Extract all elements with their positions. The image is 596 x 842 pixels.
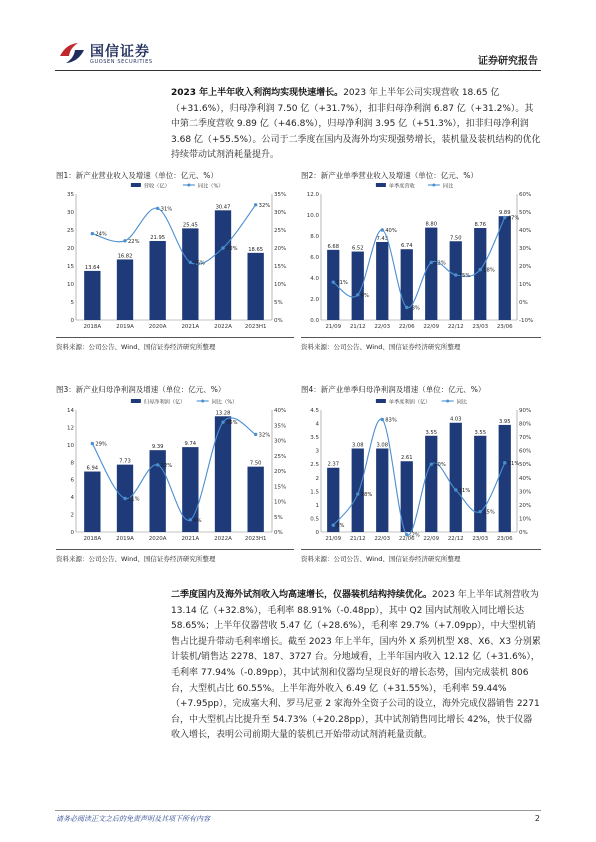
y-left-tick-label: 8	[70, 460, 74, 467]
line-value-label: 16%	[193, 260, 205, 267]
y-right-tick-label: -10%	[519, 318, 534, 324]
figure-2-source: 资料来源：公司公告、Wind、国信证券经济研究所整理	[301, 343, 461, 351]
y-left-tick-label: 1	[315, 502, 319, 509]
figure-2-title: 图2：新产业单季营业收入及增速（单位：亿元、%）	[301, 171, 478, 180]
y-left-tick-label: 6.0	[310, 255, 319, 261]
figure-divider	[301, 549, 541, 550]
legend-bar-swatch	[131, 183, 141, 187]
y-left-tick-label: 10	[67, 442, 74, 449]
line-point	[356, 492, 359, 495]
line-value-label: 15%	[483, 509, 495, 516]
x-tick-label: 2022A	[214, 324, 232, 330]
x-tick-label: 2018A	[83, 536, 102, 542]
bar-value-label: 6.74	[400, 243, 413, 250]
y-left-tick-label: 12	[67, 425, 74, 432]
line-point	[454, 488, 457, 491]
y-left-tick-label: 2	[315, 475, 319, 482]
line-value-label: 4%	[193, 517, 202, 524]
y-right-tick-label: 70%	[519, 435, 532, 442]
y-right-tick-label: 10%	[274, 282, 287, 288]
paragraph-body: 2023 年上半年公司实现营收 18.65 亿（+31.6%），归母净利润 7.50 亿（+31.7%），扣非归母净利润 6.87 亿（+31.2%）。其中第二季度营收 9.89 亿（+46.8%），归母净利润 3.95 亿（+51.3%），扣非归母净利润 3.68 亿（+55.5%）。公司于二季度在国内及海外均实现强势增长，装机量及装机结构的优化持续带动试剂消耗量提升。	[171, 88, 541, 161]
line-value-label: 22%	[434, 260, 446, 267]
bar	[352, 448, 364, 532]
y-left-tick-label: 35	[67, 192, 74, 198]
line-point	[381, 418, 384, 421]
x-tick-label: 22/12	[447, 536, 464, 542]
bar	[425, 228, 437, 320]
paragraph-heading: 二季度国内及海外试剂收入均高速增长，仪器装机结构持续优化。	[171, 590, 433, 600]
bar-value-label: 6.68	[327, 243, 340, 250]
line-point	[356, 293, 359, 296]
bar	[376, 242, 388, 320]
line-point	[189, 261, 192, 264]
legend-line-marker	[432, 184, 435, 187]
y-left-tick-label: 4.5	[310, 408, 319, 414]
y-left-tick-label: 0.0	[310, 318, 319, 324]
line-value-label: 18%	[483, 267, 495, 274]
page-number: 2	[534, 814, 540, 823]
chart-revenue-quarterly	[301, 180, 541, 334]
bar-value-label: 6.52	[351, 245, 364, 252]
bar	[215, 416, 231, 532]
figure-3-title: 图3：新产业归母净利润及增速（单位：亿元、%）	[56, 385, 226, 394]
line-point	[91, 232, 94, 235]
line-value-label: 4%	[360, 292, 369, 299]
x-tick-label: 2023H1	[244, 536, 267, 542]
bar-value-label: 18.65	[248, 246, 264, 253]
figure-divider	[56, 337, 294, 338]
y-left-tick-label: 6	[70, 477, 74, 484]
y-left-tick-label: 10	[67, 282, 74, 288]
line-point	[332, 524, 335, 527]
legend-line-label: 同比（%）	[197, 183, 224, 190]
legend-bar-swatch	[131, 399, 141, 403]
bar-value-label: 21.95	[150, 234, 166, 241]
bar-value-label: 7.50	[449, 235, 462, 242]
bar	[499, 216, 511, 320]
bar-value-label: 16.82	[117, 253, 133, 260]
line-point	[156, 463, 159, 466]
x-tick-label: 22/03	[374, 536, 391, 542]
line-point	[405, 533, 408, 536]
chart-net-profit-quarterly	[301, 396, 541, 546]
x-tick-label: 2023H1	[244, 324, 267, 330]
footer-disclaimer: 请务必阅读正文之后的免责声明及其项下所有内容	[56, 815, 210, 823]
x-tick-label: 2021A	[181, 324, 200, 330]
bar-value-label: 7.43	[376, 235, 389, 242]
line-point	[254, 203, 257, 206]
legend-line-label: 同比	[456, 399, 468, 406]
line-point	[405, 306, 408, 309]
figure-3-source: 资料来源：公司公告、Wind、国信证券经济研究所整理	[56, 555, 216, 563]
bar	[150, 241, 166, 320]
legend-line-label: 同比	[442, 183, 454, 190]
page-header	[0, 0, 596, 72]
y-left-tick-label: 0	[70, 318, 74, 324]
bar-value-label: 9.74	[184, 441, 197, 448]
x-tick-label: 22/06	[398, 324, 415, 330]
x-tick-label: 21/09	[325, 324, 342, 330]
x-tick-label: 22/09	[423, 536, 440, 542]
bar-value-label: 13.28	[215, 410, 231, 417]
bar-value-label: 8.76	[474, 222, 487, 229]
y-right-tick-label: 60%	[519, 192, 532, 198]
x-tick-label: 2020A	[148, 324, 167, 330]
figure-divider	[56, 549, 294, 550]
y-left-tick-label: 20	[67, 246, 74, 252]
bar	[499, 425, 511, 532]
guosen-logo-icon	[58, 40, 86, 66]
bar-value-label: 7.73	[119, 458, 131, 465]
y-left-tick-label: 0	[315, 530, 319, 536]
line-point	[503, 461, 506, 464]
y-right-tick-label: 5%	[274, 300, 283, 306]
bar-value-label: 7.50	[249, 460, 262, 467]
chart-svg	[56, 180, 296, 334]
line-value-label: 28%	[360, 492, 373, 499]
x-tick-label: 22/03	[374, 324, 391, 330]
y-right-tick-label: 40%	[519, 475, 532, 482]
y-left-tick-label: 2	[70, 512, 74, 519]
legend-line-marker	[446, 400, 449, 403]
y-right-tick-label: 50%	[519, 210, 532, 216]
line-value-label: 29%	[95, 441, 107, 448]
y-right-tick-label: 35%	[274, 423, 287, 430]
bar	[182, 228, 198, 320]
legend-bar-label: 归母净利润（亿）	[143, 399, 186, 406]
bar-value-label: 3.08	[351, 442, 364, 449]
legend-bar-swatch	[376, 399, 386, 403]
legend-line-marker	[201, 400, 204, 403]
legend-bar-label: 单季度利润（亿）	[388, 399, 431, 406]
line-value-label: -3%	[409, 305, 420, 312]
bar-value-label: 4.03	[449, 416, 462, 423]
line-point	[123, 497, 126, 500]
line-value-label: 20%	[226, 246, 238, 252]
line-point	[91, 442, 94, 445]
logo-name: 国信证券	[90, 44, 150, 60]
logo-english-name: GUOSEN SECURITIES	[90, 59, 153, 65]
line-value-label: 31%	[458, 487, 471, 494]
y-left-tick-label: 2.5	[310, 462, 319, 469]
bar	[215, 210, 231, 320]
bar	[450, 423, 462, 532]
legend-line-marker	[187, 184, 190, 187]
line-value-label: 40%	[385, 228, 397, 234]
line-point	[221, 421, 224, 424]
line-value-label: 24%	[95, 231, 107, 238]
header-divider	[55, 70, 541, 71]
series-line	[92, 418, 255, 521]
bar-value-label: 30.47	[215, 204, 231, 211]
y-right-tick-label: 5%	[274, 514, 283, 521]
y-left-tick-label: 4.0	[310, 276, 319, 282]
y-right-tick-label: 0%	[519, 530, 528, 536]
line-value-label: 51%	[507, 460, 520, 467]
line-point	[479, 268, 482, 271]
line-point	[221, 246, 224, 249]
bar	[450, 241, 462, 320]
y-right-tick-label: 25%	[274, 453, 287, 460]
line-point	[189, 518, 192, 521]
line-point	[254, 433, 257, 436]
x-tick-label: 2019A	[116, 536, 134, 542]
y-right-tick-label: 0%	[274, 530, 283, 536]
x-tick-label: 2019A	[116, 324, 134, 330]
y-left-tick-label: 15	[67, 264, 74, 270]
bar-value-label: 3.55	[474, 429, 487, 436]
y-right-tick-label: 0%	[519, 300, 528, 306]
bar	[84, 271, 100, 320]
y-left-tick-label: 14	[67, 408, 74, 414]
bar	[84, 472, 100, 532]
bar-value-label: 9.39	[151, 444, 164, 451]
legend-line-label: 同比（%）	[211, 399, 238, 406]
y-right-tick-label: 40%	[274, 408, 287, 414]
x-tick-label: 22/09	[423, 324, 440, 330]
y-left-tick-label: 3	[315, 448, 319, 455]
x-tick-label: 21/12	[349, 324, 366, 330]
chart-net-profit-annual	[56, 396, 296, 546]
x-tick-label: 2022A	[214, 536, 232, 542]
line-point	[332, 281, 335, 284]
bar-value-label: 13.64	[84, 264, 100, 271]
y-right-tick-label: 90%	[519, 408, 532, 414]
line-value-label: 11%	[128, 496, 140, 503]
y-right-tick-label: 30%	[274, 210, 287, 216]
line-value-label: 36%	[226, 420, 238, 427]
x-tick-label: 23/03	[472, 536, 489, 542]
x-tick-label: 2021A	[181, 536, 200, 542]
bar-value-label: 8.80	[425, 221, 438, 228]
y-left-tick-label: 4	[315, 421, 319, 428]
x-tick-label: 21/09	[325, 536, 342, 542]
bar	[248, 253, 264, 320]
x-tick-label: 23/03	[472, 324, 489, 330]
line-value-label: 83%	[385, 417, 397, 424]
y-right-tick-label: 50%	[519, 462, 532, 469]
paragraph-reagent-instrument	[171, 588, 541, 744]
line-point	[503, 216, 506, 219]
y-right-tick-label: 20%	[274, 469, 287, 475]
chart-svg	[301, 180, 541, 334]
y-right-tick-label: 30%	[519, 246, 532, 252]
x-tick-label: 2018A	[83, 324, 102, 330]
y-left-tick-label: 5	[70, 300, 74, 306]
bar	[248, 467, 264, 532]
y-left-tick-label: 30	[67, 210, 74, 216]
line-point	[454, 273, 457, 276]
line-value-label: 50%	[434, 462, 446, 469]
line-point	[156, 207, 159, 210]
legend-bar-label: 营收（亿）	[143, 183, 170, 190]
y-left-tick-label: 12.0	[306, 192, 319, 198]
line-value-label: 32%	[258, 202, 271, 209]
line-point	[430, 463, 433, 466]
x-tick-label: 23/06	[496, 324, 513, 330]
bar-value-label: 2.37	[327, 461, 340, 468]
chart-svg	[56, 396, 296, 546]
bar-value-label: 3.08	[376, 442, 389, 449]
y-right-tick-label: 35%	[274, 192, 287, 198]
y-right-tick-label: 0%	[274, 318, 283, 324]
line-value-label: 15%	[458, 273, 471, 279]
x-tick-label: 22/06	[398, 536, 415, 542]
y-right-tick-label: 40%	[519, 228, 532, 234]
paragraph-revenue-growth	[171, 86, 541, 164]
bar-value-label: 9.89	[498, 210, 511, 217]
line-point	[430, 261, 433, 264]
y-right-tick-label: 60%	[519, 448, 532, 455]
bar-value-label: 6.94	[86, 465, 99, 472]
line-point	[381, 228, 384, 231]
y-left-tick-label: 3.5	[310, 435, 319, 442]
figure-divider	[301, 337, 541, 338]
y-right-tick-label: 15%	[274, 264, 287, 270]
y-left-tick-label: 25	[67, 228, 74, 234]
line-point	[479, 510, 482, 513]
y-left-tick-label: 10.0	[306, 213, 319, 219]
y-right-tick-label: 10%	[519, 516, 532, 523]
footer-divider	[55, 810, 541, 811]
line-value-label: 47%	[507, 215, 520, 222]
paragraph-heading: 2023 年上半年收入利润均实现快速增长。	[171, 88, 344, 98]
bar	[474, 436, 486, 532]
y-right-tick-label: 80%	[519, 421, 532, 428]
line-value-label: 22%	[160, 462, 173, 469]
y-right-tick-label: 25%	[274, 228, 287, 234]
y-right-tick-label: 15%	[274, 484, 287, 491]
y-right-tick-label: 20%	[274, 246, 287, 252]
bar-value-label: 3.95	[498, 418, 511, 425]
line-value-label: 31%	[160, 206, 173, 213]
paragraph-body: 2023 年上半年试剂营收为 13.14 亿（+32.8%），毛利率 88.91%（-0.48pp），其中 Q2 国内试剂收入同比增长达 58.65%；上半年仪器营收 5.47 亿（+28.6%），毛利率 29.7%（+7.09pp），中大型机销售占比提升带动毛利率增长。截至 2023 年上半年，国内外 X 系列机型 X8、X6、X3 分别累计装机/销售达 2278、187、3727 台。分地域看，上半年国内收入 12.12 亿（+31.6%），毛利率 77.94%（-0.89pp），其中试剂和仪器均呈现良好的增长态势，国内完成装机 806 台，大型机占比 60.55%。上半年海外收入 6.49 亿（+31.55%），毛利率 59.44%（+7.95pp），完成塞大利、罗马尼亚 2 家海外全资子公司的设立，海外完成仪器销售 2271 台，中大型机占比提升至 54.73%（+20.28pp），其中试剂销售同比增长 42%，快于仪器收入增长，表明公司前期大量的装机已开始带动试剂消耗量贡献。	[171, 590, 541, 741]
bar-value-label: 3.55	[425, 429, 438, 436]
bar	[425, 436, 437, 532]
line-value-label: 5%	[336, 523, 345, 530]
y-right-tick-label: 10%	[519, 282, 532, 288]
x-tick-label: 23/06	[496, 536, 513, 542]
bar-value-label: 25.45	[182, 222, 198, 229]
legend-bar-label: 单季度营收	[388, 183, 415, 190]
y-right-tick-label: 20%	[519, 264, 532, 270]
line-value-label: 11%	[336, 280, 348, 287]
y-left-tick-label: 8.0	[310, 234, 319, 240]
y-left-tick-label: 2.0	[310, 297, 319, 303]
chart-svg	[301, 396, 541, 546]
figure-4-title: 图4：新产业单季归母净利润及增速（单位：亿元、%）	[301, 385, 486, 394]
figure-1-source: 资料来源：公司公告、Wind、国信证券经济研究所整理	[56, 343, 216, 351]
x-tick-label: 2020A	[148, 536, 167, 542]
y-right-tick-label: 30%	[274, 438, 287, 445]
bar	[376, 448, 388, 532]
line-value-label: 32%	[258, 432, 271, 439]
figure-4-source: 资料来源：公司公告、Wind、国信证券经济研究所整理	[301, 555, 461, 563]
y-right-tick-label: 10%	[274, 499, 287, 506]
y-left-tick-label: 1.5	[310, 489, 319, 496]
y-left-tick-label: 4	[70, 495, 74, 502]
line-value-label: 22%	[128, 238, 140, 245]
y-right-tick-label: 30%	[519, 489, 532, 496]
line-point	[123, 239, 126, 242]
x-tick-label: 21/12	[349, 536, 366, 542]
legend-bar-swatch	[376, 183, 386, 187]
figure-1-title: 图1：新产业营业收入及增速（单位：亿元、%）	[56, 171, 218, 180]
y-left-tick-label: 0	[70, 530, 74, 536]
y-right-tick-label: 20%	[519, 502, 532, 509]
y-left-tick-label: 0.5	[310, 516, 319, 523]
chart-revenue-annual	[56, 180, 296, 334]
report-type-label: 证券研究报告	[478, 56, 538, 67]
line-value-label: -2%	[409, 532, 420, 539]
x-tick-label: 22/12	[447, 324, 464, 330]
bar-value-label: 2.61	[400, 455, 413, 462]
bar	[117, 259, 133, 320]
